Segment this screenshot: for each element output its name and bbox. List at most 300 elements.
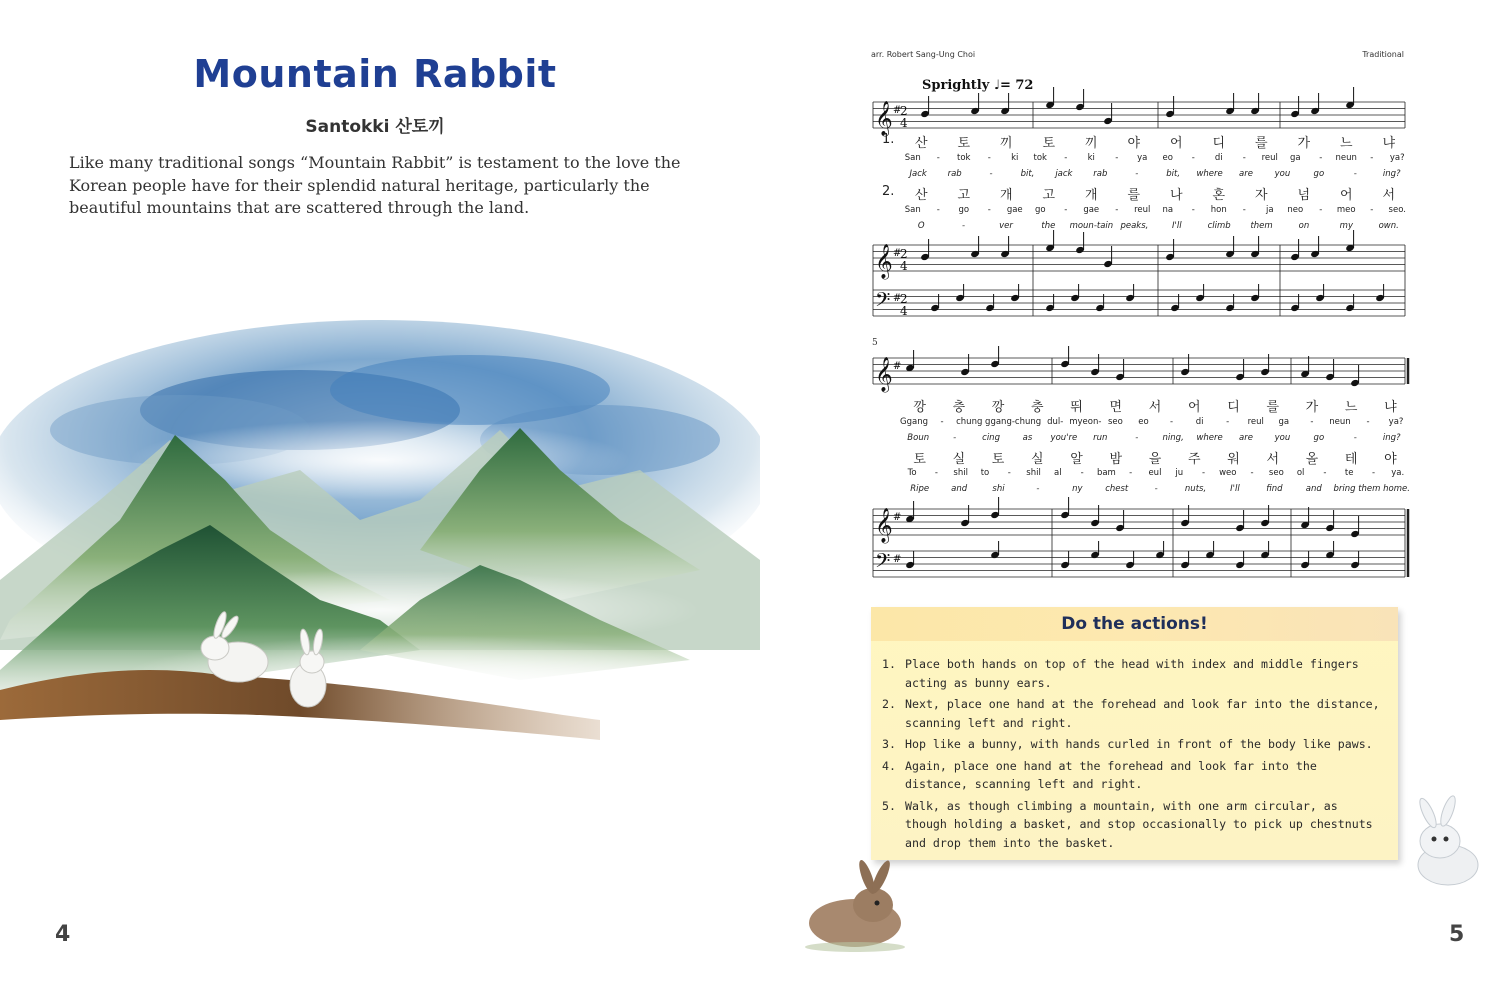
lyric-syllable: - bbox=[1353, 169, 1357, 179]
lyric-syllable: I'll bbox=[1230, 484, 1240, 494]
bass-clef: 𝄢 bbox=[875, 288, 891, 316]
lyric-syllable: - bbox=[1319, 205, 1323, 215]
lyric-syllable: - bbox=[1366, 417, 1370, 427]
key-signature-sharp: # bbox=[893, 293, 902, 304]
lyric-syllable: 가 bbox=[1305, 400, 1319, 415]
note bbox=[1345, 230, 1355, 252]
lyric-syllable: ya. bbox=[1391, 468, 1405, 478]
lyric-syllable: - bbox=[1135, 169, 1139, 179]
lyric-syllable: peaks, bbox=[1120, 221, 1149, 231]
lyric-syllable: 자 bbox=[1254, 188, 1268, 203]
note bbox=[1060, 346, 1070, 368]
lyric-syllable: bring them home. bbox=[1333, 484, 1410, 494]
lyric-syllable: - bbox=[1129, 468, 1133, 478]
time-signature-bottom: 4 bbox=[900, 304, 908, 318]
note bbox=[1260, 354, 1270, 376]
time-signature-top: 2 bbox=[900, 104, 908, 118]
lyric-syllable: 워 bbox=[1227, 452, 1240, 467]
lyric-syllable: 밤 bbox=[1109, 452, 1123, 467]
lyric-syllable: - bbox=[1323, 468, 1327, 478]
key-signature-sharp: # bbox=[893, 361, 902, 372]
lyric-syllable: ning, bbox=[1162, 433, 1184, 443]
action-item: 3. Hop like a bunny, with hands curled in front of the body like paws. bbox=[903, 735, 1384, 754]
lyric-syllable: hon bbox=[1210, 205, 1227, 215]
lyric-syllable: you bbox=[1274, 169, 1291, 179]
lyric-syllable: 토 bbox=[1042, 136, 1056, 151]
lyric-syllable: 토 bbox=[957, 136, 971, 151]
music-staves bbox=[750, 0, 1500, 600]
lyric-syllable: ya? bbox=[1388, 417, 1404, 427]
lyric-syllable: - bbox=[1370, 205, 1374, 215]
lyric-syllable: bam bbox=[1096, 468, 1116, 478]
note bbox=[1260, 505, 1270, 527]
note bbox=[1010, 284, 1020, 302]
lyric-syllable: - bbox=[1201, 468, 1206, 478]
lyric-syllable: and bbox=[1305, 484, 1322, 494]
note bbox=[1225, 236, 1235, 258]
lyric-syllable: eo bbox=[1162, 153, 1173, 163]
note bbox=[990, 541, 1000, 559]
note bbox=[1350, 365, 1360, 387]
lyric-syllable: tok bbox=[957, 153, 971, 163]
note bbox=[1290, 239, 1300, 261]
lyric-syllable: you bbox=[1274, 433, 1291, 443]
lyric-syllable: 서 bbox=[1148, 400, 1162, 415]
lyric-syllable: - bbox=[1370, 153, 1374, 163]
lyric-syllable: Boun bbox=[907, 433, 930, 443]
note bbox=[1325, 359, 1335, 381]
note bbox=[1235, 551, 1245, 569]
lyric-syllable: eul bbox=[1148, 468, 1162, 478]
lyric-syllable: - bbox=[987, 205, 991, 215]
lyric-syllable: 를 bbox=[1127, 188, 1141, 203]
lyric-syllable: - bbox=[934, 468, 938, 478]
lyric-syllable: ga bbox=[1289, 153, 1301, 163]
note bbox=[1070, 284, 1080, 302]
note bbox=[960, 505, 970, 527]
right-page bbox=[750, 0, 1500, 981]
lyric-syllable: To bbox=[907, 468, 917, 478]
piano-treble-staff-2 bbox=[873, 509, 1405, 535]
lyric-syllable: 야 bbox=[1384, 452, 1397, 467]
lyric-syllable: - bbox=[987, 153, 991, 163]
lyric-syllable: 올 bbox=[1305, 452, 1319, 467]
note bbox=[1260, 541, 1270, 559]
lyric-syllable: - bbox=[1036, 484, 1040, 494]
lyric-syllable: 개 bbox=[999, 188, 1013, 203]
lyric-syllable: Ripe bbox=[910, 484, 930, 494]
lyric-syllable: go bbox=[1313, 169, 1325, 179]
note bbox=[1300, 551, 1310, 569]
note bbox=[1125, 551, 1135, 569]
lyric-syllable: shil bbox=[953, 468, 968, 478]
lyric-syllable: ya bbox=[1137, 153, 1148, 163]
note bbox=[1165, 239, 1175, 261]
actions-box bbox=[871, 607, 1398, 860]
lyric-syllable: 어 bbox=[1339, 188, 1353, 203]
lyric-syllable: jack bbox=[1055, 169, 1073, 179]
note bbox=[1180, 354, 1190, 376]
lyrics-english-verse1-a bbox=[900, 169, 1410, 179]
key-signature-sharp: # bbox=[893, 105, 902, 116]
time-signature-top: 2 bbox=[900, 247, 908, 261]
song-title: Mountain Rabbit bbox=[193, 52, 557, 96]
lyric-syllable: 깡 bbox=[991, 400, 1005, 415]
lyric-syllable: bit, bbox=[1020, 169, 1035, 179]
lyric-syllable: shil bbox=[1026, 468, 1041, 478]
lyric-syllable: 어 bbox=[1187, 400, 1201, 415]
note bbox=[1103, 246, 1113, 268]
lyric-syllable: as bbox=[1022, 433, 1033, 443]
tempo-marking: Sprightly ♩= 72 bbox=[922, 78, 1034, 93]
lyric-syllable: 토 bbox=[913, 452, 926, 467]
lyric-syllable: 끼 bbox=[1084, 136, 1098, 151]
note bbox=[1195, 284, 1205, 302]
page-number-left: 4 bbox=[55, 922, 71, 947]
lyric-syllable: reul bbox=[1134, 205, 1151, 215]
lyric-syllable: 냐 bbox=[1382, 136, 1396, 151]
lyric-syllable: 를 bbox=[1254, 136, 1268, 151]
lyric-syllable: 서 bbox=[1382, 188, 1396, 203]
note bbox=[970, 93, 980, 115]
lyric-syllable: - bbox=[1191, 153, 1195, 163]
note bbox=[1060, 497, 1070, 519]
lyric-syllable: myeon- bbox=[1069, 417, 1102, 427]
melody-staff-2 bbox=[873, 358, 1405, 384]
lyric-syllable: chest bbox=[1105, 484, 1129, 494]
note bbox=[1125, 284, 1135, 302]
lyric-syllable: - bbox=[1250, 468, 1254, 478]
brown-rabbit-illustration bbox=[795, 855, 915, 955]
time-signature-bottom: 4 bbox=[900, 259, 908, 273]
lyric-syllable: 충 bbox=[1031, 400, 1044, 415]
treble-clef: 𝄞 bbox=[875, 101, 893, 136]
key-signature-sharp: # bbox=[893, 554, 902, 565]
lyric-syllable: ja bbox=[1265, 205, 1274, 215]
note bbox=[1290, 96, 1300, 118]
lyric-syllable: on bbox=[1298, 221, 1310, 231]
note bbox=[1060, 551, 1070, 569]
lyric-syllable: 느 bbox=[1339, 136, 1353, 151]
action-item: 4. Again, place one hand at the forehead and look far into the distance, scanning left and right. bbox=[903, 757, 1384, 794]
note bbox=[1310, 93, 1320, 115]
piano-bass-staff-1 bbox=[873, 290, 1405, 316]
lyrics-roman-verse1-a bbox=[900, 153, 1410, 163]
lyric-syllable: go bbox=[1034, 205, 1046, 215]
lyric-syllable: - bbox=[1191, 205, 1195, 215]
lyric-syllable: 넘 bbox=[1297, 188, 1311, 203]
lyric-syllable: them bbox=[1250, 221, 1273, 231]
mountain-rabbit-painting bbox=[0, 320, 760, 790]
note bbox=[1115, 510, 1125, 532]
key-signature-sharp: # bbox=[893, 248, 902, 259]
note bbox=[1165, 96, 1175, 118]
lyric-syllable: - bbox=[1319, 153, 1323, 163]
lyric-syllable: ing? bbox=[1382, 169, 1401, 179]
time-signature-top: 2 bbox=[900, 292, 908, 306]
note bbox=[1300, 356, 1310, 378]
lyric-syllable: ya? bbox=[1389, 153, 1405, 163]
note bbox=[1375, 284, 1385, 302]
lyric-syllable: reul bbox=[1247, 417, 1264, 427]
lyric-syllable: 뛰 bbox=[1070, 400, 1083, 415]
lyric-syllable: gae bbox=[1006, 205, 1023, 215]
lyric-syllable: - bbox=[936, 153, 940, 163]
lyric-syllable: tok bbox=[1033, 153, 1047, 163]
lyrics-english-verse1-b bbox=[900, 433, 1410, 443]
action-item: 1. Place both hands on top of the head with index and middle fingers acting as bunny ears. bbox=[903, 655, 1384, 692]
lyrics-roman-verse2-a bbox=[900, 205, 1410, 215]
lyric-syllable: 서 bbox=[1266, 452, 1279, 467]
note bbox=[955, 284, 965, 302]
origin-credit: Traditional bbox=[1362, 50, 1404, 59]
note bbox=[990, 346, 1000, 368]
note bbox=[1300, 507, 1310, 529]
lyric-syllable: O bbox=[917, 221, 925, 231]
note bbox=[1250, 284, 1260, 302]
note bbox=[1075, 232, 1085, 254]
lyric-syllable: chung ggang-chung bbox=[956, 417, 1042, 427]
key-signature-sharp: # bbox=[893, 512, 902, 523]
note bbox=[1310, 236, 1320, 258]
lyric-syllable: 디 bbox=[1227, 400, 1240, 415]
lyric-syllable: - bbox=[1170, 417, 1174, 427]
lyric-syllable: San bbox=[904, 153, 921, 163]
white-rabbit-illustration bbox=[1398, 795, 1498, 895]
lyric-syllable: you're bbox=[1050, 433, 1078, 443]
lyric-syllable: San bbox=[904, 205, 921, 215]
lyric-syllable: - bbox=[1310, 417, 1314, 427]
lyric-syllable: weo bbox=[1219, 468, 1237, 478]
lyric-syllable: moun-tain bbox=[1069, 221, 1114, 231]
lyric-syllable: ol bbox=[1296, 468, 1305, 478]
lyric-syllable: run bbox=[1093, 433, 1108, 443]
bass-clef: 𝄢 bbox=[875, 549, 891, 577]
lyric-syllable: Ggang bbox=[900, 417, 929, 427]
lyric-syllable: ing? bbox=[1382, 433, 1401, 443]
lyric-syllable: climb bbox=[1207, 221, 1231, 231]
lyric-syllable: - bbox=[1115, 205, 1119, 215]
time-signature-bottom: 4 bbox=[900, 116, 908, 130]
lyric-syllable: di bbox=[1214, 153, 1223, 163]
lyric-syllable: and bbox=[951, 484, 968, 494]
lyric-syllable: seo. bbox=[1388, 205, 1406, 215]
lyric-syllable: - bbox=[1226, 417, 1230, 427]
lyric-syllable: reul bbox=[1261, 153, 1278, 163]
lyric-syllable: te bbox=[1344, 468, 1354, 478]
lyric-syllable: 산 bbox=[914, 136, 928, 151]
lyric-syllable: na bbox=[1162, 205, 1174, 215]
lyric-syllable: - bbox=[1064, 205, 1068, 215]
lyric-syllable: - bbox=[1007, 468, 1011, 478]
measure-number: 5 bbox=[872, 338, 878, 348]
treble-clef: 𝄞 bbox=[875, 357, 893, 392]
lyric-syllable: neun bbox=[1329, 417, 1351, 427]
lyric-syllable: neo bbox=[1287, 205, 1304, 215]
note bbox=[1180, 505, 1190, 527]
lyric-syllable: 야 bbox=[1127, 136, 1141, 151]
lyric-syllable: I'll bbox=[1171, 221, 1182, 231]
lyric-syllable: ki bbox=[1087, 153, 1095, 163]
lyrics-korean-verse2-a bbox=[900, 184, 1410, 203]
note bbox=[1115, 359, 1125, 381]
lyric-syllable: ju bbox=[1175, 468, 1184, 478]
note bbox=[1205, 541, 1215, 559]
note bbox=[1325, 541, 1335, 559]
note bbox=[1345, 87, 1355, 109]
lyric-syllable: ny bbox=[1072, 484, 1083, 494]
note bbox=[1315, 284, 1325, 302]
lyric-syllable: go bbox=[1313, 433, 1325, 443]
note bbox=[1180, 551, 1190, 569]
lyrics-english-verse2-a bbox=[900, 221, 1410, 231]
lyric-syllable: 주 bbox=[1187, 452, 1201, 467]
note bbox=[905, 501, 915, 523]
lyric-syllable: 나 bbox=[1169, 188, 1183, 203]
lyric-syllable: seo bbox=[1268, 468, 1284, 478]
note bbox=[1075, 89, 1085, 111]
note bbox=[1090, 541, 1100, 559]
note bbox=[990, 497, 1000, 519]
song-subtitle: Santokki 산토끼 bbox=[305, 117, 445, 137]
lyric-syllable: - bbox=[1371, 468, 1376, 478]
note bbox=[1235, 510, 1245, 532]
note bbox=[905, 350, 915, 372]
note bbox=[1235, 359, 1245, 381]
action-item: 5. Walk, as though climbing a mountain, with one arm circular, as though holding a basket, and stop occasionally to pick up chestnuts and drop them into the basket. bbox=[903, 797, 1384, 853]
lyric-syllable: 충 bbox=[952, 400, 966, 415]
lyric-syllable: meo bbox=[1336, 205, 1356, 215]
note bbox=[920, 96, 930, 118]
lyric-syllable: 실 bbox=[1031, 452, 1044, 467]
lyric-syllable: find bbox=[1266, 484, 1283, 494]
note bbox=[1250, 93, 1260, 115]
lyric-syllable: 산 bbox=[914, 188, 928, 203]
lyric-syllable: to bbox=[980, 468, 990, 478]
lyric-syllable: go bbox=[958, 205, 970, 215]
actions-list bbox=[903, 655, 1384, 852]
lyric-syllable: rab bbox=[947, 169, 962, 179]
lyric-syllable: shi bbox=[992, 484, 1005, 494]
lyric-syllable: nuts, bbox=[1184, 484, 1207, 494]
lyric-syllable: 어 bbox=[1169, 136, 1183, 151]
lyric-syllable: gae bbox=[1083, 205, 1100, 215]
note bbox=[970, 236, 980, 258]
lyric-syllable: dul- bbox=[1047, 417, 1064, 427]
lyric-syllable: - bbox=[1080, 468, 1084, 478]
note bbox=[1225, 93, 1235, 115]
lyric-syllable: own. bbox=[1378, 221, 1399, 231]
piano-bass-staff-2 bbox=[873, 551, 1405, 577]
lyric-syllable: 고 bbox=[1042, 188, 1056, 203]
lyric-syllable: - bbox=[940, 417, 944, 427]
note bbox=[1250, 236, 1260, 258]
verse-2-number: 2. bbox=[882, 184, 895, 199]
treble-clef: 𝄞 bbox=[875, 244, 893, 279]
lyrics-english-verse2-b bbox=[900, 484, 1410, 494]
lyric-syllable: 을 bbox=[1148, 452, 1162, 467]
action-item: 2. Next, place one hand at the forehead and look far into the distance, scanning left and right. bbox=[903, 695, 1384, 732]
treble-clef: 𝄞 bbox=[875, 508, 893, 543]
lyrics-roman-verse1-b bbox=[900, 417, 1410, 427]
lyrics-roman-verse2-b bbox=[900, 468, 1410, 478]
lyric-syllable: 냐 bbox=[1384, 400, 1397, 415]
lyric-syllable: rab bbox=[1093, 169, 1108, 179]
intro-paragraph: Like many traditional songs “Mountain Rabbit” is testament to the love the Korean people have for their splendid natural heritage, particularly the beautiful mountains that are scattered through the land. bbox=[69, 153, 681, 217]
verse-1-number: 1. bbox=[882, 132, 895, 147]
lyric-syllable: 깡 bbox=[913, 400, 926, 415]
lyric-syllable: ver bbox=[999, 221, 1013, 231]
note bbox=[920, 239, 930, 261]
lyric-syllable: my bbox=[1339, 221, 1353, 231]
lyric-syllable: cing bbox=[982, 433, 1000, 443]
lyric-syllable: - bbox=[1242, 205, 1246, 215]
piano-treble-staff-1 bbox=[873, 245, 1405, 271]
note bbox=[1045, 230, 1055, 252]
lyric-syllable: the bbox=[1041, 221, 1056, 231]
lyric-syllable: neun bbox=[1335, 153, 1357, 163]
lyric-syllable: bit, bbox=[1166, 169, 1181, 179]
lyric-syllable: 토 bbox=[991, 452, 1005, 467]
lyric-syllable: 디 bbox=[1212, 136, 1226, 151]
lyric-syllable: are bbox=[1239, 433, 1253, 443]
arranger-credit: arr. Robert Sang-Ung Choi bbox=[871, 50, 976, 59]
lyric-syllable: - bbox=[1064, 153, 1068, 163]
lyric-syllable: 를 bbox=[1266, 400, 1279, 415]
note bbox=[1325, 510, 1335, 532]
lyrics-korean-verse1-b bbox=[900, 396, 1410, 415]
note bbox=[1090, 505, 1100, 527]
lyric-syllable: - bbox=[1115, 153, 1119, 163]
note bbox=[1155, 541, 1165, 559]
page-number-right: 5 bbox=[1449, 922, 1465, 947]
note bbox=[1045, 87, 1055, 109]
lyric-syllable: seo bbox=[1108, 417, 1123, 427]
note bbox=[1350, 551, 1360, 569]
lyric-syllable: 느 bbox=[1344, 400, 1358, 415]
lyric-syllable: al bbox=[1054, 468, 1062, 478]
lyric-syllable: are bbox=[1239, 169, 1253, 179]
note bbox=[1350, 516, 1360, 538]
lyric-syllable: 실 bbox=[952, 452, 966, 467]
lyric-syllable: - bbox=[1242, 153, 1246, 163]
lyrics-korean-verse2-b bbox=[900, 448, 1410, 467]
lyric-syllable: 테 bbox=[1344, 452, 1358, 467]
lyric-syllable: ga bbox=[1278, 417, 1290, 427]
lyric-syllable: 알 bbox=[1070, 452, 1083, 467]
note bbox=[905, 551, 915, 569]
lyric-syllable: ki bbox=[1011, 153, 1019, 163]
lyric-syllable: 혼 bbox=[1212, 188, 1226, 203]
lyric-syllable: - bbox=[953, 433, 957, 443]
melody-staff-1 bbox=[873, 102, 1405, 128]
lyric-syllable: 가 bbox=[1297, 136, 1311, 151]
lyric-syllable: - bbox=[989, 169, 993, 179]
lyric-syllable: - bbox=[1135, 433, 1139, 443]
note bbox=[1000, 93, 1010, 115]
lyric-syllable: 끼 bbox=[999, 136, 1013, 151]
lyric-syllable: di bbox=[1195, 417, 1204, 427]
lyric-syllable: - bbox=[962, 221, 966, 231]
lyric-syllable: - bbox=[1154, 484, 1158, 494]
lyric-syllable: - bbox=[1353, 433, 1357, 443]
lyric-syllable: where bbox=[1196, 433, 1223, 443]
actions-heading: Do the actions! bbox=[871, 607, 1398, 641]
lyric-syllable: 면 bbox=[1109, 400, 1123, 415]
note bbox=[1000, 236, 1010, 258]
lyric-syllable: Jack bbox=[909, 169, 927, 179]
lyric-syllable: where bbox=[1196, 169, 1223, 179]
